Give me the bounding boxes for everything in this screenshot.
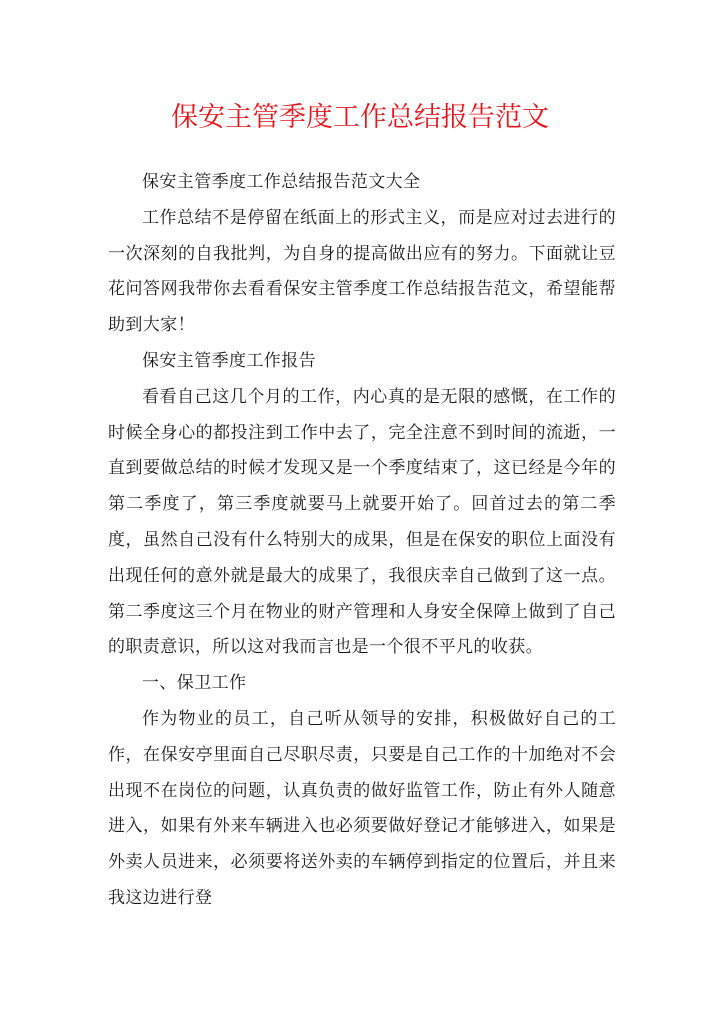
document-title: 保安主管季度工作总结报告范文 — [171, 102, 549, 133]
section-heading-report: 保安主管季度工作报告 — [142, 350, 316, 371]
section-heading-security: 一、保卫工作 — [142, 673, 247, 694]
document-body — [108, 165, 616, 917]
report-paragraph: 看看自己这几个月的工作，内心真的是无限的感慨，在工作的时候全身心的都投注到工作中去了，完全注意不到时间的流逝，一直到要做总结的时候才发现又是一个季度结束了，这已经是今年的第二季度了，第三季度就要马上就要开始了。回首过去的第二季度，虽然自己没有什么特别大的成果，但是在保安的职位上面没有出现任何的意外就是最大的成果了，我很庆幸自己做到了这一点。第二季度这三个月在物业的财产管理和人身安全保障上做到了自己的职责意识，所以这对我而言也是一个很不平凡的收获。 — [108, 386, 616, 658]
security-paragraph: 作为物业的员工，自己听从领导的安排，积极做好自己的工作，在保安亭里面自己尽职尽责，只要是自己工作的十加绝对不会出现不在岗位的问题，认真负责的做好监管工作，防止有外人随意进入，如果有外来车辆进入也必须要做好登记才能够进入，如果是外卖人员进来，必须要将送外卖的车辆停到指定的位置后，并且来我这边进行登 — [108, 708, 616, 908]
intro-paragraph: 工作总结不是停留在纸面上的形式主义，而是应对过去进行的一次深刻的自我批判，为自身的提高做出应有的努力。下面就让豆花问答网我带你去看看保安主管季度工作总结报告范文，希望能帮助到大家！ — [108, 207, 616, 336]
subtitle-paragraph: 保安主管季度工作总结报告范文大全 — [142, 172, 421, 192]
